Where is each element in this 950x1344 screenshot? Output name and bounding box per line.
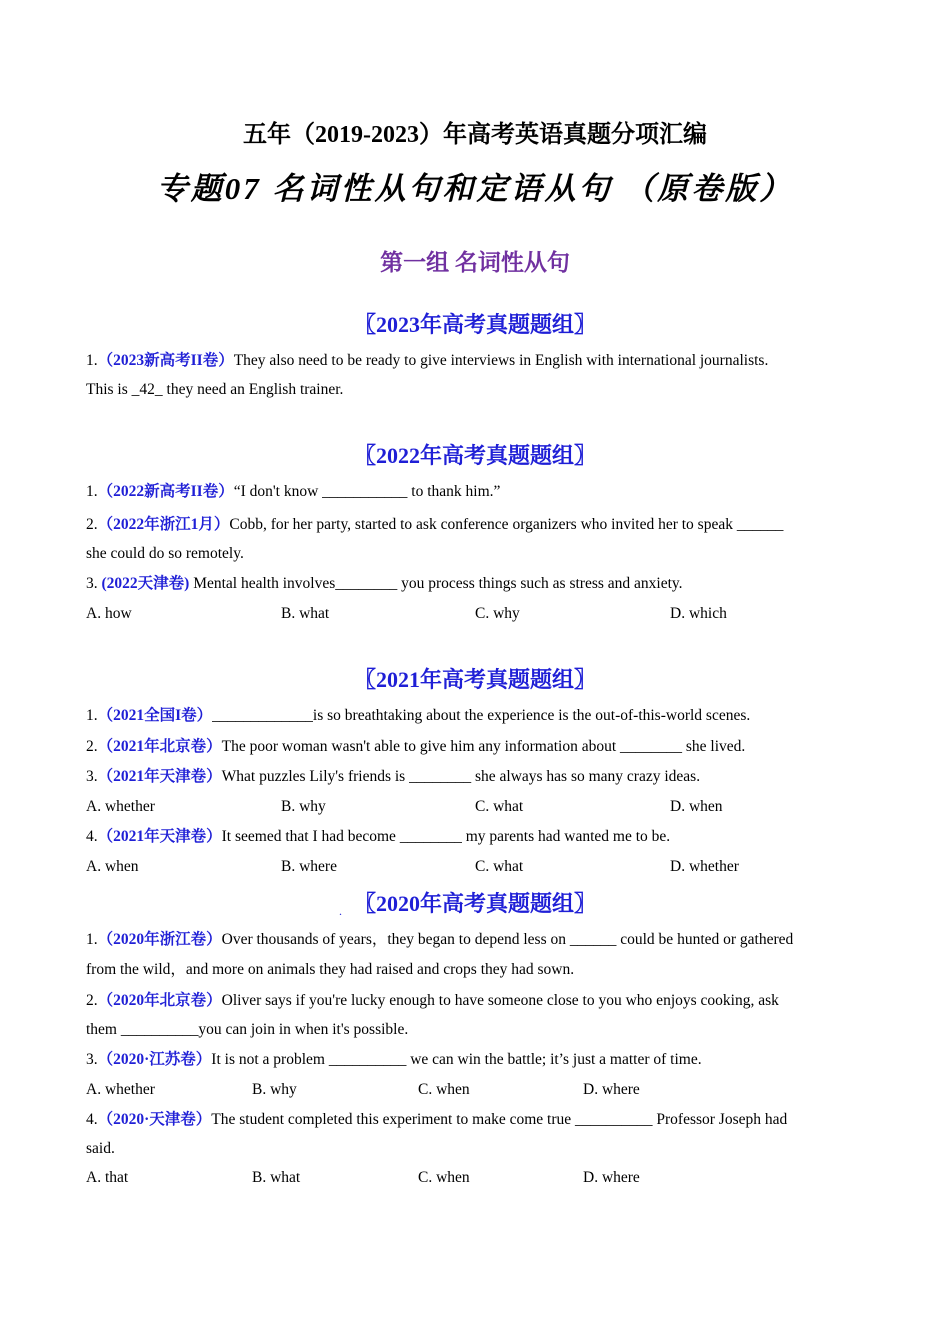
option-b: B. why xyxy=(281,798,326,815)
question-source: （2022年浙江1月） xyxy=(97,516,230,533)
option-a: A. whether xyxy=(86,1081,155,1098)
option-b: B. what xyxy=(281,605,330,622)
section-heading-2021: 〖2021年高考真题题组〗 xyxy=(353,667,596,692)
option-a: A. whether xyxy=(86,798,155,815)
option-c: C. what xyxy=(475,798,524,815)
main-title: 五年（2019-2023）年高考英语真题分项汇编 xyxy=(243,122,707,148)
question-source: （2021全国I卷） xyxy=(97,707,213,724)
option-c: C. what xyxy=(475,858,524,875)
sub-title: 专题07 名词性从句和定语从句 （原卷版） xyxy=(156,171,794,206)
option-a: A. when xyxy=(86,858,139,875)
question-2022-2: 2.（2022年浙江1月）Cobb, for her party, started to ask conference organizers who invited her to speak ______ xyxy=(86,516,784,533)
question-2022-2-cont: she could do so remotely. xyxy=(86,545,244,562)
option-c: C. why xyxy=(475,605,520,622)
question-2022-1: 1.（2022新高考II卷）“I don't know ___________ to thank him.” xyxy=(86,483,501,500)
option-d: D. when xyxy=(670,798,723,815)
option-d: D. where xyxy=(583,1081,640,1098)
question-2020-3: 3.（2020·江苏卷）It is not a problem __________ we can win the battle; it’s just a matter of time. xyxy=(86,1051,702,1068)
group-title: 第一组 名词性从句 xyxy=(380,250,570,275)
option-a: A. how xyxy=(86,605,132,622)
question-2021-1: 1.（2021全国I卷）_____________is so breathtaking about the experience is the out-of-this-world scenes. xyxy=(86,707,751,724)
question-source: （2021年天津卷） xyxy=(97,768,222,785)
question-2020-1: 1.（2020年浙江卷）Over thousands of years，they began to depend less on ______ could be hunted or gathered xyxy=(86,931,794,948)
option-b: B. why xyxy=(252,1081,297,1098)
option-c: C. when xyxy=(418,1081,470,1098)
option-c: C. when xyxy=(418,1169,470,1186)
question-source: （2020年浙江卷） xyxy=(97,931,222,948)
option-d: D. where xyxy=(583,1169,640,1186)
section-heading-2020: 〖2020年高考真题题组〗 xyxy=(353,891,596,916)
question-2021-2: 2.（2021年北京卷）The poor woman wasn't able to give him any information about ________ she lived. xyxy=(86,738,746,755)
question-2020-2: 2.（2020年北京卷）Oliver says if you're lucky enough to have someone close to you who enjoys cooking, ask xyxy=(86,992,779,1009)
question-2020-2-cont: them __________you can join in when it's possible. xyxy=(86,1021,409,1038)
question-2023-1: 1.（2023新高考II卷）They also need to be ready to give interviews in English with international journalists. xyxy=(86,352,769,369)
question-2021-4: 4.（2021年天津卷）It seemed that I had become ________ my parents had wanted me to be. xyxy=(86,828,671,845)
question-source: （2020·天津卷） xyxy=(97,1111,212,1128)
option-a: A. that xyxy=(86,1169,129,1186)
option-d: D. which xyxy=(670,605,727,622)
question-source: （2022新高考II卷） xyxy=(97,483,234,500)
question-source: （2020·江苏卷） xyxy=(97,1051,212,1068)
question-2020-4-cont: said. xyxy=(86,1140,115,1157)
question-2021-3: 3.（2021年天津卷）What puzzles Lily's friends is ________ she always has so many crazy ideas. xyxy=(86,768,701,785)
question-2022-3: 3. (2022天津卷) Mental health involves________ you process things such as stress and anxiety. xyxy=(86,575,683,592)
question-source: （2023新高考II卷） xyxy=(97,352,234,369)
question-source: （2020年北京卷） xyxy=(97,992,222,1009)
option-b: B. what xyxy=(252,1169,301,1186)
section-heading-2023: 〖2023年高考真题题组〗 xyxy=(353,312,596,337)
section-heading-2022: 〖2022年高考真题题组〗 xyxy=(353,443,596,468)
option-d: D. whether xyxy=(670,858,739,875)
option-b: B. where xyxy=(281,858,337,875)
question-source: （2021年天津卷） xyxy=(97,828,222,845)
question-2020-4: 4.（2020·天津卷）The student completed this experiment to make come true __________ Professor Joseph had xyxy=(86,1111,788,1128)
question-2023-1-cont: This is _42_ they need an English trainer. xyxy=(86,381,344,398)
question-source: （2021年北京卷） xyxy=(97,738,222,755)
decorative-dot: . xyxy=(339,904,342,918)
question-2020-1-cont: from the wild，and more on animals they had raised and crops they had sown. xyxy=(86,961,575,978)
question-source: (2022天津卷) xyxy=(101,575,190,592)
